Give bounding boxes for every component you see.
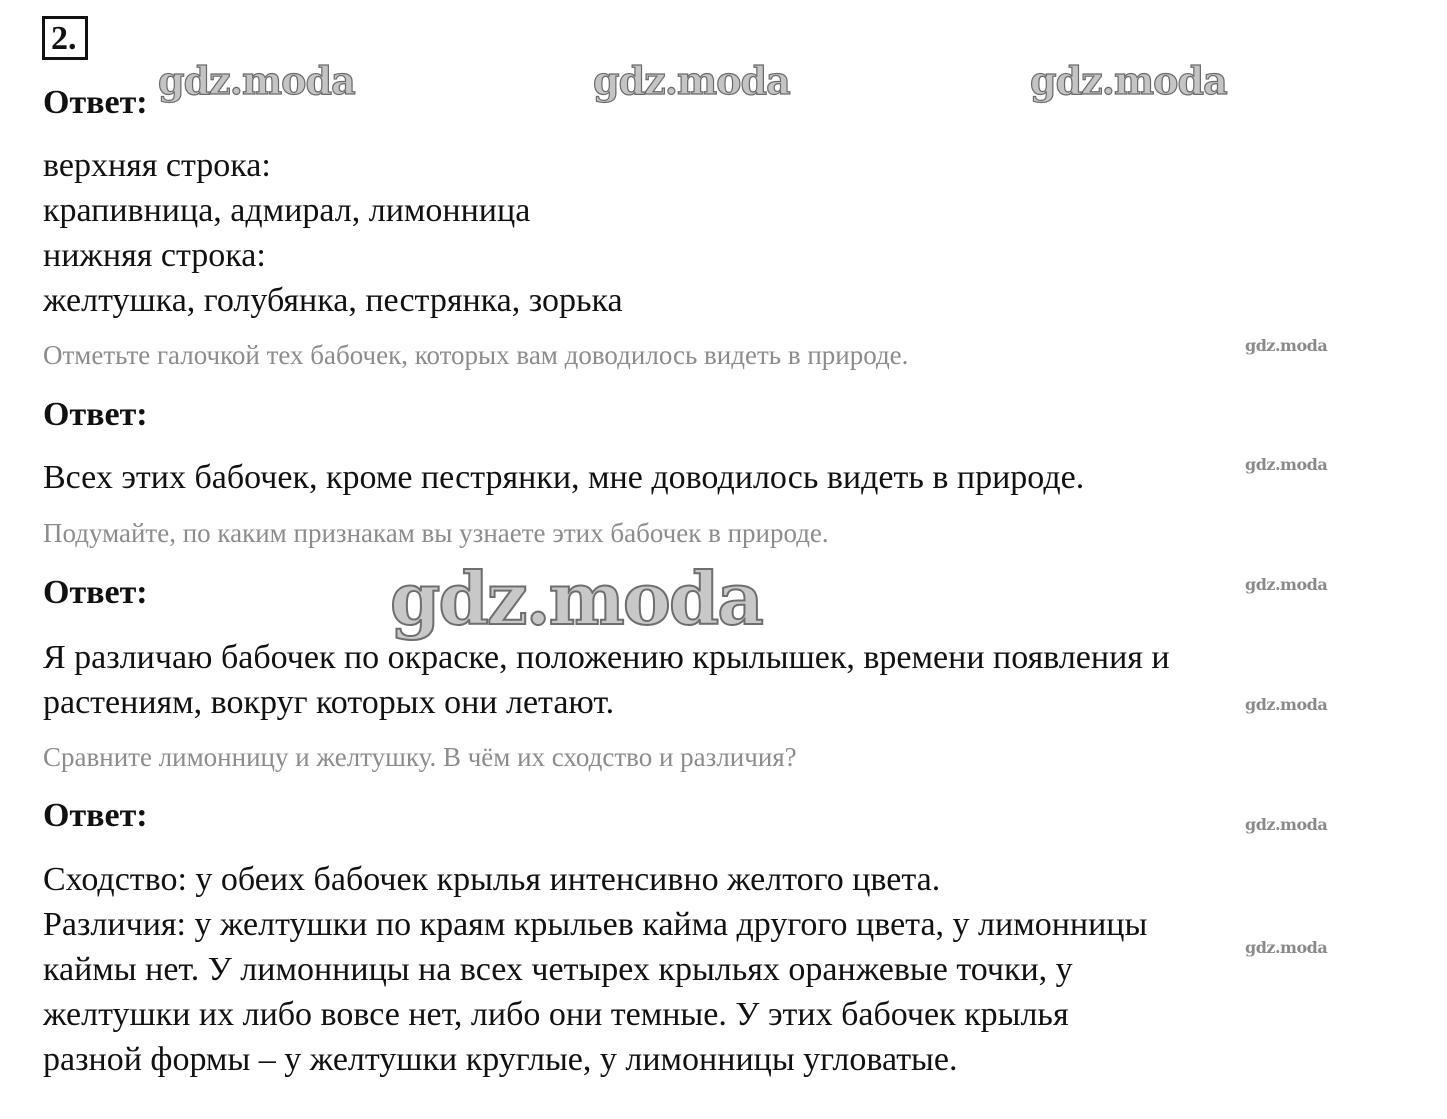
answer-line: крапивница, адмирал, лимонница — [43, 192, 531, 229]
answer-line: растениям, вокруг которых они летают. — [43, 684, 615, 721]
answer-line: каймы нет. У лимонницы на всех четырех крыльях оранжевые точки, у — [43, 951, 1073, 988]
watermark-center: gdz.moda — [390, 556, 762, 641]
answer-line: желтушки их либо вовсе нет, либо они темные. У этих бабочек крылья — [43, 996, 1069, 1033]
answer-line: Я различаю бабочек по окраске, положению крылышек, времени появления и — [43, 639, 1170, 676]
question-text: Отметьте галочкой тех бабочек, которых вам доводилось видеть в природе. — [43, 340, 909, 370]
answer-text — [43, 857, 1147, 1082]
answer-label: Ответ: — [43, 574, 148, 611]
answer-text — [43, 635, 1170, 725]
answer-line: разной формы – у желтушки круглые, у лимонницы угловатые. — [43, 1041, 958, 1078]
watermark-top-left: gdz.moda — [158, 58, 355, 103]
answer-line: Сходство: у обеих бабочек крылья интенсивно желтого цвета. — [43, 861, 941, 898]
question-text: Сравните лимонницу и желтушку. В чём их сходство и различия? — [43, 742, 797, 772]
answer-line: Различия: у желтушки по краям крыльев кайма другого цвета, у лимонницы — [43, 906, 1148, 943]
watermark-top-center: gdz.moda — [593, 58, 790, 103]
answer-line: Всех этих бабочек, кроме пестрянки, мне доводилось видеть в природе. — [43, 459, 1085, 496]
watermark-small: gdz.moda — [1245, 455, 1328, 474]
watermark-small: gdz.moda — [1245, 938, 1328, 957]
answer-label: Ответ: — [43, 84, 148, 121]
task-number: 2. — [42, 16, 88, 60]
answer-label: Ответ: — [43, 797, 148, 834]
watermark-small: gdz.moda — [1245, 815, 1328, 834]
answer-text — [43, 455, 1084, 500]
answer-line: верхняя строка: — [43, 147, 271, 184]
watermark-top-right: gdz.moda — [1030, 58, 1227, 103]
answer-line: желтушка, голубянка, пестрянка, зорька — [43, 282, 623, 319]
answer-text — [43, 143, 623, 323]
question-text: Подумайте, по каким признакам вы узнаете этих бабочек в природе. — [43, 518, 829, 548]
watermark-small: gdz.moda — [1245, 575, 1328, 594]
answer-label: Ответ: — [43, 396, 148, 433]
watermark-small: gdz.moda — [1245, 336, 1328, 355]
answer-line: нижняя строка: — [43, 237, 266, 274]
watermark-small: gdz.moda — [1245, 695, 1328, 714]
